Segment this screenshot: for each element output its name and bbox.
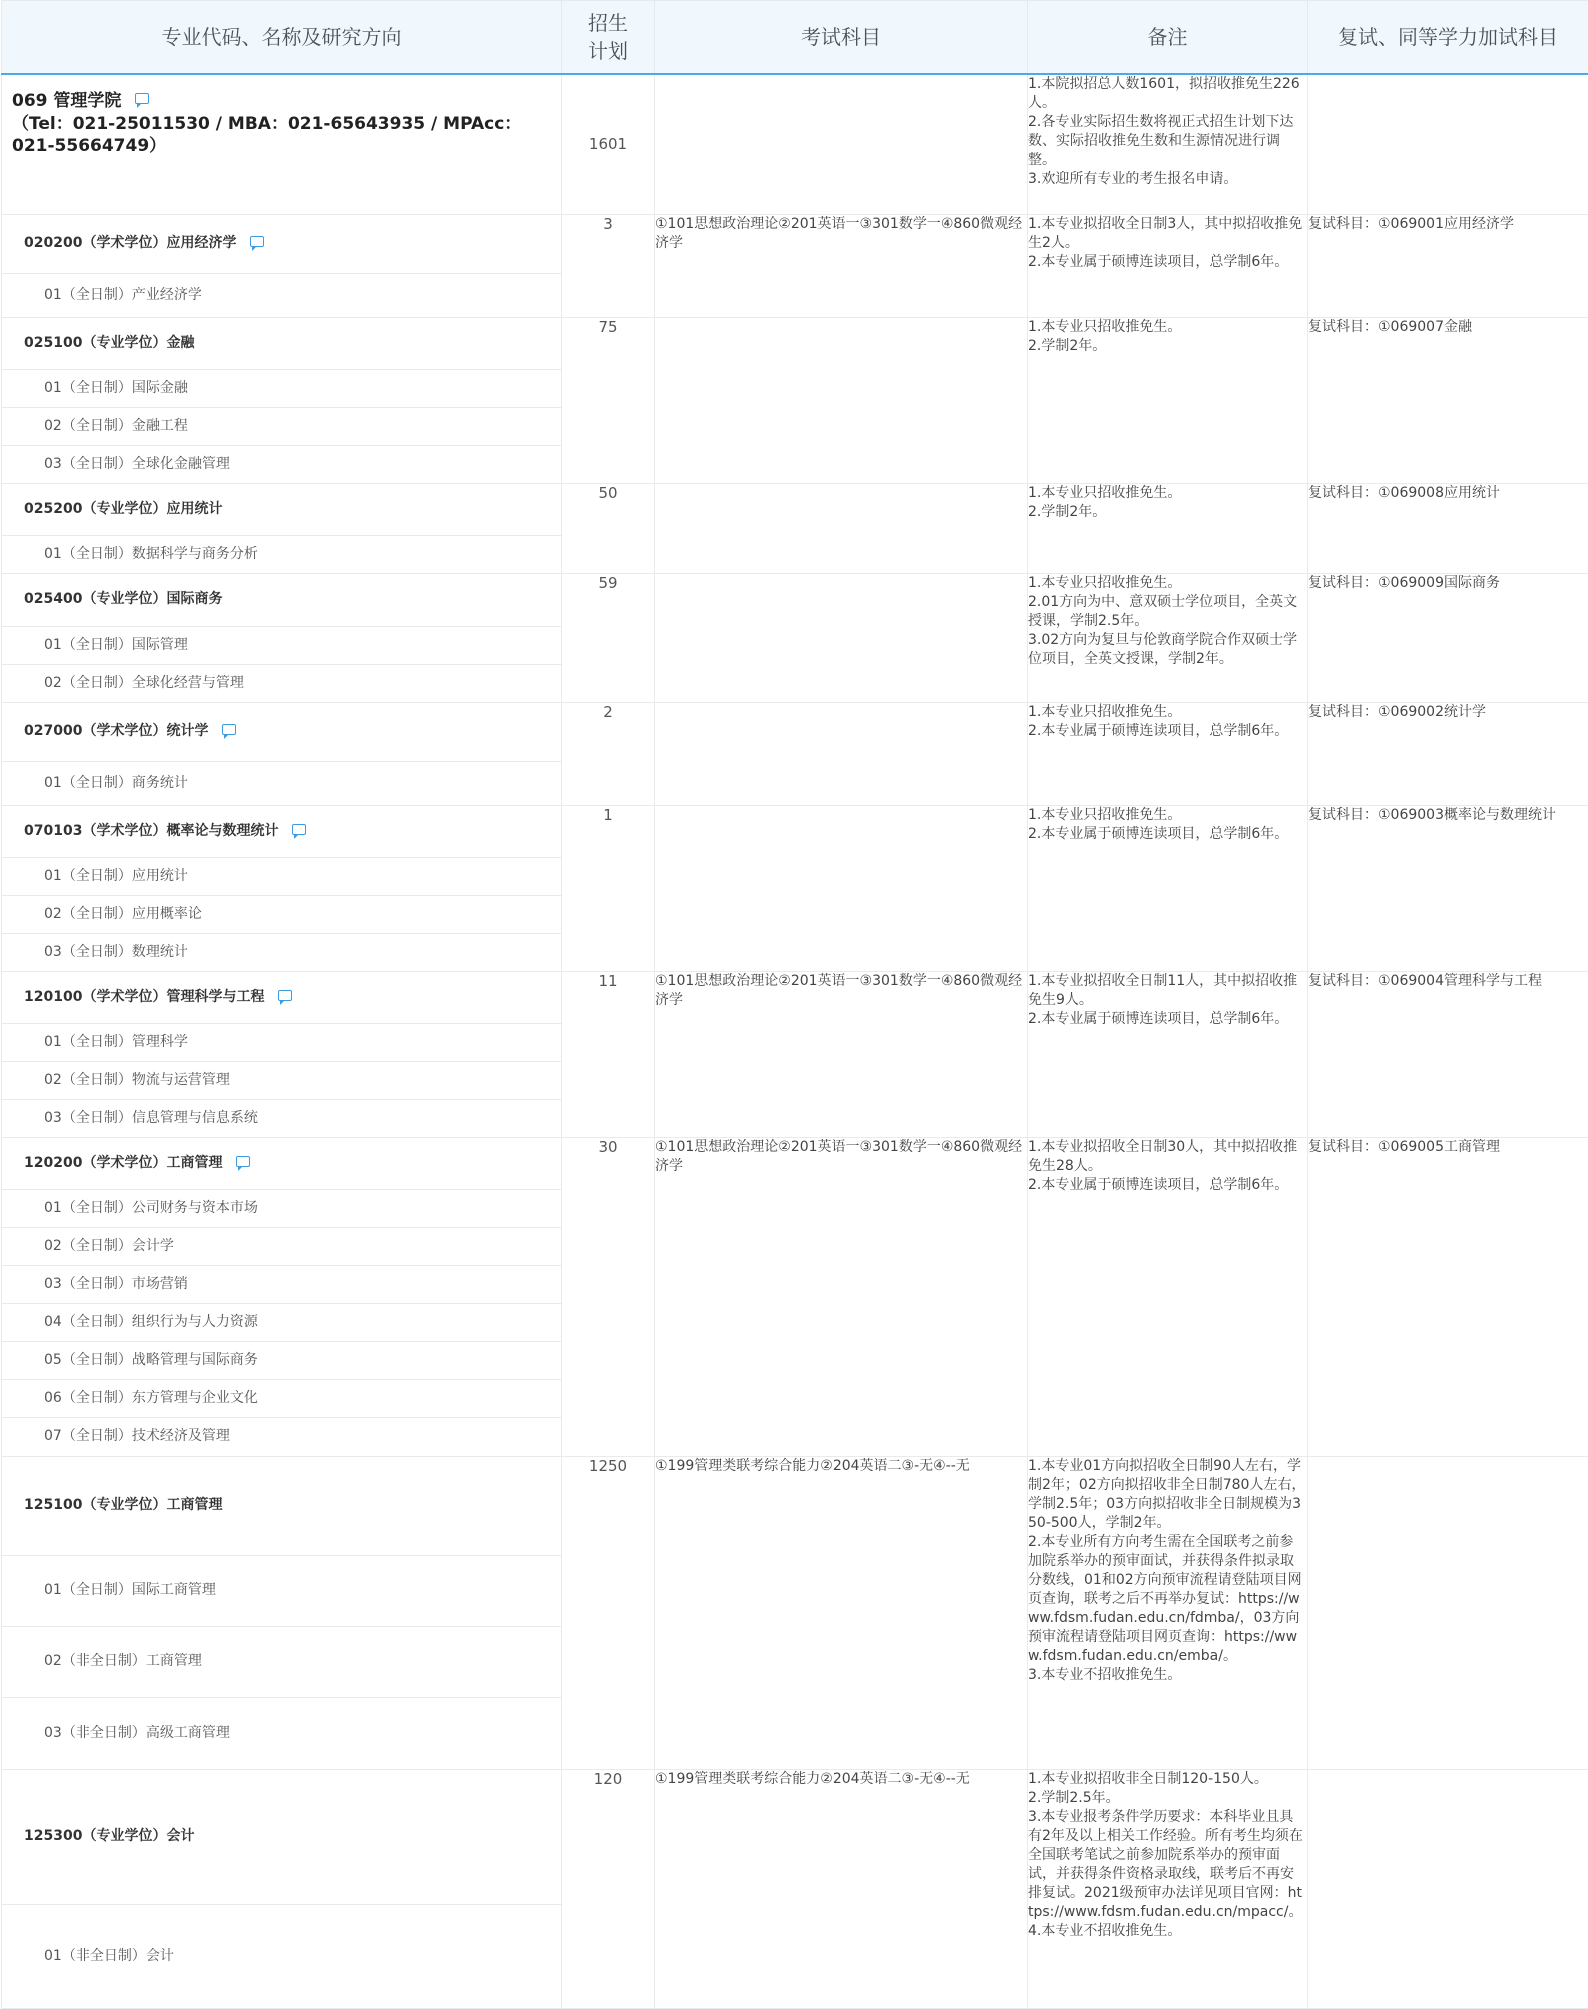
direction-item: 03（全日制）数理统计	[2, 934, 561, 971]
school-plan	[562, 74, 655, 214]
major-cell	[2, 805, 562, 971]
exam-cell	[655, 805, 1028, 971]
major-group	[2, 806, 561, 971]
major-group	[2, 318, 561, 483]
direction-item: 02（全日制）全球化经营与管理	[2, 665, 561, 702]
plan-cell	[562, 317, 655, 483]
direction-item: 01（全日制）公司财务与资本市场	[2, 1190, 561, 1228]
major-title-row	[2, 806, 561, 858]
notes-cell	[1028, 1137, 1308, 1456]
major-title-row	[2, 1457, 561, 1556]
header-plan-line1: 招生	[562, 9, 654, 37]
direction-item: 04（全日制）组织行为与人力资源	[2, 1304, 561, 1342]
note-line: 3.本专业报考条件学历要求：本科毕业且具有2年及以上相关工作经验。所有考生均须在全国联考笔试之前参加院系举办的预审面试，并获得条件资格录取线，联考后不再安排复试。2021级预审办法详见项目官网：https://www.fdsm.fudan.edu.cn/mpacc/。	[1028, 1808, 1307, 1922]
header-retest: 复试、同等学力加试科目	[1308, 1, 1588, 75]
note-line: 2.本专业属于硕博连读项目，总学制6年。	[1028, 722, 1307, 741]
table-header-row	[2, 1, 1588, 75]
direction-item: 01（非全日制）会计	[2, 1905, 561, 2008]
major-cell	[2, 1137, 562, 1456]
comment-icon[interactable]	[250, 236, 264, 247]
comment-icon[interactable]	[292, 824, 306, 835]
retest-cell	[1308, 1137, 1588, 1456]
exam-subjects: ①101思想政治理论②201英语一③301数学一④860微观经济学	[655, 973, 1022, 1008]
direction-item: 02（全日制）金融工程	[2, 408, 561, 446]
note-line: 1.本专业只招收推免生。	[1028, 806, 1307, 825]
major-title: 025400（专业学位）国际商务	[24, 590, 222, 609]
major-row	[2, 483, 1588, 573]
retest-cell	[1308, 483, 1588, 573]
direction-item: 01（全日制）产业经济学	[2, 274, 561, 317]
direction-item: 02（全日制）物流与运营管理	[2, 1062, 561, 1100]
plan-value: 2	[603, 703, 613, 721]
notes-cell	[1028, 573, 1308, 702]
school-name: 069 管理学院	[12, 91, 121, 111]
plan-value: 50	[598, 484, 617, 502]
plan-cell	[562, 702, 655, 805]
school-retest	[1308, 74, 1588, 214]
plan-cell	[562, 573, 655, 702]
school-note: 1.本院拟招总人数1601，拟招收推免生226人。	[1028, 75, 1307, 113]
notes-cell	[1028, 317, 1308, 483]
notes-cell	[1028, 702, 1308, 805]
major-title: 120200（学术学位）工商管理	[24, 1154, 222, 1173]
major-cell	[2, 317, 562, 483]
note-line: 2.本专业所有方向考生需在全国联考之前参加院系举办的预审面试，并获得条件拟录取分数线，01和02方向预审流程请登陆项目网页查询，联考之后不再举办复试：https://www.fdsm.fudan.edu.cn/fdmba/，03方向预审流程请登陆项目网页查询：https://www.fdsm.fudan.edu.cn/emba/。	[1028, 1533, 1307, 1666]
exam-cell	[655, 971, 1028, 1137]
header-plan	[562, 1, 655, 75]
exam-cell	[655, 1456, 1028, 1769]
plan-cell	[562, 483, 655, 573]
note-line: 2.学制2.5年。	[1028, 1789, 1307, 1808]
retest-subjects: 复试科目：①069008应用统计	[1308, 485, 1500, 501]
major-title-row	[2, 972, 561, 1024]
major-title: 027000（学术学位）统计学	[24, 722, 208, 741]
exam-cell	[655, 1137, 1028, 1456]
note-line: 2.学制2年。	[1028, 503, 1307, 522]
note-line: 1.本专业只招收推免生。	[1028, 574, 1307, 593]
school-title-line	[12, 89, 551, 113]
major-title-row	[2, 318, 561, 370]
plan-value: 1250	[589, 1457, 627, 1475]
retest-subjects: 复试科目：①069001应用经济学	[1308, 216, 1514, 232]
retest-cell	[1308, 1456, 1588, 1769]
major-title-row	[2, 574, 561, 627]
plan-cell	[562, 971, 655, 1137]
major-row	[2, 971, 1588, 1137]
major-group	[2, 484, 561, 573]
major-group	[2, 703, 561, 805]
direction-item: 02（非全日制）工商管理	[2, 1627, 561, 1698]
plan-value: 120	[594, 1770, 623, 1788]
school-note: 2.各专业实际招生数将视正式招生计划下达数、实际招收推免生数和生源情况进行调整。	[1028, 113, 1307, 170]
plan-value: 11	[598, 972, 617, 990]
note-line: 2.本专业属于硕博连读项目，总学制6年。	[1028, 1010, 1307, 1029]
notes-cell	[1028, 1769, 1308, 2008]
note-line: 1.本专业只招收推免生。	[1028, 318, 1307, 337]
exam-cell	[655, 702, 1028, 805]
plan-value: 75	[598, 318, 617, 336]
school-plan-value: 1601	[589, 135, 627, 153]
major-title: 125100（专业学位）工商管理	[24, 1496, 222, 1515]
note-line: 2.本专业属于硕博连读项目，总学制6年。	[1028, 825, 1307, 844]
note-line: 3.02方向为复旦与伦敦商学院合作双硕士学位项目，全英文授课，学制2年。	[1028, 631, 1307, 669]
major-cell	[2, 483, 562, 573]
notes-cell	[1028, 483, 1308, 573]
exam-cell	[655, 214, 1028, 317]
exam-subjects: ①101思想政治理论②201英语一③301数学一④860微观经济学	[655, 216, 1022, 251]
note-line: 2.本专业属于硕博连读项目，总学制6年。	[1028, 1176, 1307, 1195]
exam-cell	[655, 317, 1028, 483]
note-line: 1.本专业拟招收全日制3人，其中拟招收推免生2人。	[1028, 215, 1307, 253]
major-cell	[2, 214, 562, 317]
note-line: 1.本专业01方向拟招收全日制90人左右，学制2年；02方向拟招收非全日制780人左右，学制2.5年；03方向拟招收非全日制规模为350-500人，学制2年。	[1028, 1457, 1307, 1533]
major-row	[2, 214, 1588, 317]
major-group	[2, 574, 561, 702]
notes-cell	[1028, 805, 1308, 971]
direction-item: 07（全日制）技术经济及管理	[2, 1418, 561, 1456]
plan-value: 1	[603, 806, 613, 824]
major-title: 120100（学术学位）管理科学与工程	[24, 988, 264, 1007]
direction-item: 05（全日制）战略管理与国际商务	[2, 1342, 561, 1380]
header-note: 备注	[1028, 1, 1308, 75]
note-line: 2.本专业属于硕博连读项目，总学制6年。	[1028, 253, 1307, 272]
major-title: 025100（专业学位）金融	[24, 334, 194, 353]
note-line: 1.本专业拟招收全日制11人，其中拟招收推免生9人。	[1028, 972, 1307, 1010]
major-title-row	[2, 1770, 561, 1905]
retest-cell	[1308, 702, 1588, 805]
plan-cell	[562, 1137, 655, 1456]
major-row	[2, 317, 1588, 483]
school-notes	[1028, 74, 1308, 214]
retest-subjects: 复试科目：①069003概率论与数理统计	[1308, 807, 1556, 823]
major-group	[2, 972, 561, 1137]
major-cell	[2, 1769, 562, 2008]
header-major: 专业代码、名称及研究方向	[2, 1, 562, 75]
direction-item: 03（全日制）信息管理与信息系统	[2, 1100, 561, 1137]
major-title: 025200（专业学位）应用统计	[24, 500, 222, 519]
comment-icon[interactable]	[222, 724, 236, 735]
note-line: 2.01方向为中、意双硕士学位项目，全英文授课，学制2.5年。	[1028, 593, 1307, 631]
plan-cell	[562, 1456, 655, 1769]
exam-cell	[655, 483, 1028, 573]
direction-item: 02（全日制）应用概率论	[2, 896, 561, 934]
major-title-row	[2, 1138, 561, 1190]
school-row	[2, 74, 1588, 214]
exam-subjects: ①199管理类联考综合能力②204英语二③-无④--无	[655, 1771, 970, 1787]
plan-value: 30	[598, 1138, 617, 1156]
plan-value: 59	[598, 574, 617, 592]
notes-cell	[1028, 1456, 1308, 1769]
retest-cell	[1308, 971, 1588, 1137]
major-cell	[2, 971, 562, 1137]
direction-item: 01（全日制）管理科学	[2, 1024, 561, 1062]
admission-catalog	[1, 0, 1588, 2009]
major-title: 125300（专业学位）会计	[24, 1827, 194, 1846]
major-title-row	[2, 484, 561, 536]
school-tel: （Tel：021-25011530 / MBA：021-65643935 / MPAcc：021-55664749）	[12, 113, 551, 157]
plan-cell	[562, 805, 655, 971]
direction-item: 03（全日制）市场营销	[2, 1266, 561, 1304]
note-line: 4.本专业不招收推免生。	[1028, 1922, 1307, 1941]
comment-icon[interactable]	[135, 93, 149, 104]
direction-item: 01（全日制）国际工商管理	[2, 1556, 561, 1627]
school-exam	[655, 74, 1028, 214]
major-cell	[2, 573, 562, 702]
major-group	[2, 1770, 561, 2008]
notes-cell	[1028, 214, 1308, 317]
major-group	[2, 1457, 561, 1769]
major-cell	[2, 702, 562, 805]
major-cell	[2, 1456, 562, 1769]
retest-subjects: 复试科目：①069009国际商务	[1308, 575, 1500, 591]
plan-cell	[562, 214, 655, 317]
major-row	[2, 805, 1588, 971]
comment-icon[interactable]	[278, 990, 292, 1001]
note-line: 1.本专业拟招收非全日制120-150人。	[1028, 1770, 1307, 1789]
major-row	[2, 1769, 1588, 2008]
exam-cell	[655, 573, 1028, 702]
major-group	[2, 1138, 561, 1456]
retest-subjects: 复试科目：①069002统计学	[1308, 704, 1486, 720]
major-title: 020200（学术学位）应用经济学	[24, 234, 236, 253]
direction-item: 03（非全日制）高级工商管理	[2, 1698, 561, 1769]
school-cell	[2, 74, 562, 214]
header-plan-line2: 计划	[562, 37, 654, 65]
major-group	[2, 215, 561, 317]
exam-subjects: ①101思想政治理论②201英语一③301数学一④860微观经济学	[655, 1139, 1022, 1174]
direction-item: 01（全日制）国际金融	[2, 370, 561, 408]
retest-subjects: 复试科目：①069004管理科学与工程	[1308, 973, 1542, 989]
retest-cell	[1308, 805, 1588, 971]
plan-value: 3	[603, 215, 613, 233]
exam-subjects: ①199管理类联考综合能力②204英语二③-无④--无	[655, 1458, 970, 1474]
retest-cell	[1308, 573, 1588, 702]
retest-subjects: 复试科目：①069007金融	[1308, 319, 1472, 335]
direction-item: 03（全日制）全球化金融管理	[2, 446, 561, 483]
retest-cell	[1308, 317, 1588, 483]
direction-item: 06（全日制）东方管理与企业文化	[2, 1380, 561, 1418]
major-title: 070103（学术学位）概率论与数理统计	[24, 822, 278, 841]
note-line: 2.学制2年。	[1028, 337, 1307, 356]
major-title-row	[2, 215, 561, 274]
note-line: 1.本专业拟招收全日制30人，其中拟招收推免生28人。	[1028, 1138, 1307, 1176]
retest-cell	[1308, 1769, 1588, 2008]
major-row	[2, 573, 1588, 702]
plan-cell	[562, 1769, 655, 2008]
direction-item: 01（全日制）商务统计	[2, 762, 561, 805]
retest-subjects: 复试科目：①069005工商管理	[1308, 1139, 1500, 1155]
exam-cell	[655, 1769, 1028, 2008]
direction-item: 02（全日制）会计学	[2, 1228, 561, 1266]
retest-cell	[1308, 214, 1588, 317]
comment-icon[interactable]	[236, 1156, 250, 1167]
school-note: 3.欢迎所有专业的考生报名申请。	[1028, 170, 1307, 189]
direction-item: 01（全日制）数据科学与商务分析	[2, 536, 561, 573]
notes-cell	[1028, 971, 1308, 1137]
direction-item: 01（全日制）国际管理	[2, 627, 561, 665]
major-row	[2, 1137, 1588, 1456]
major-row	[2, 1456, 1588, 1769]
note-line: 1.本专业只招收推免生。	[1028, 703, 1307, 722]
note-line: 3.本专业不招收推免生。	[1028, 1666, 1307, 1685]
major-title-row	[2, 703, 561, 762]
header-exam: 考试科目	[655, 1, 1028, 75]
note-line: 1.本专业只招收推免生。	[1028, 484, 1307, 503]
admission-table	[1, 0, 1588, 2009]
direction-item: 01（全日制）应用统计	[2, 858, 561, 896]
major-row	[2, 702, 1588, 805]
